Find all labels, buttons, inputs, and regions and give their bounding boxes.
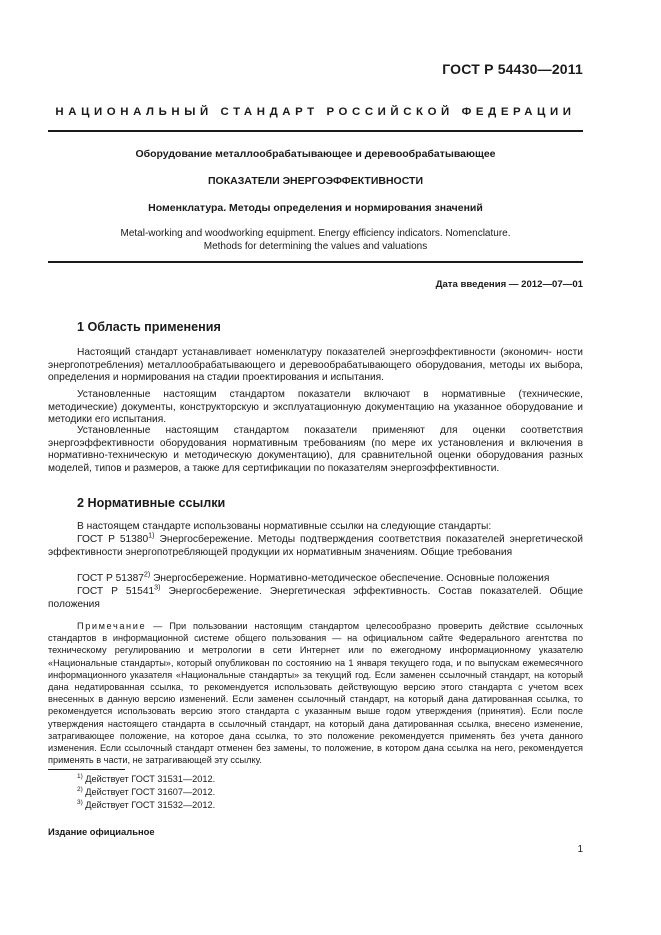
title-line-3: Номенклатура. Методы определения и нормирования значений (148, 202, 483, 214)
section-1-heading: 1 Область применения (77, 320, 221, 334)
top-divider (48, 130, 583, 132)
footnote-text: Действует ГОСТ 31531—2012. (85, 774, 216, 784)
title-line-2: ПОКАЗАТЕЛИ ЭНЕРГОЭФФЕКТИВНОСТИ (208, 175, 423, 187)
normative-reference-3 (48, 583, 583, 611)
section-2-intro: В настоящем стандарте использованы нормативные ссылки на следующие стандарты: (77, 521, 492, 532)
footnote-text: Действует ГОСТ 31532—2012. (85, 800, 216, 810)
reference-code: ГОСТ Р 51541 (77, 586, 155, 597)
reference-code: ГОСТ Р 51387 (77, 573, 144, 584)
footnote-mark: 3) (77, 798, 83, 806)
section-1-paragraph-1-first: Настоящий стандарт устанавливает номенклатуру показателей энергоэффективности (экономич- (77, 347, 552, 358)
section-1-paragraph-1 (48, 347, 583, 385)
english-title (48, 228, 583, 253)
reference-title: Энергосбережение. Энергетическая эффективность. Состав показателей. Общие положения (48, 586, 583, 610)
title-line-1: Оборудование металлообрабатывающее и деревообрабатывающее (135, 148, 496, 160)
normative-reference-1 (48, 531, 583, 559)
footnote-mark: 1) (148, 531, 155, 540)
page-number: 1 (577, 844, 583, 855)
english-title-line-1: Metal-working and woodworking equipment. Energy efficiency indicators. Nomenclature. (120, 228, 511, 239)
english-title-line-2: Methods for determining the values and valuations (203, 240, 428, 252)
footnote-mark: 2) (77, 785, 83, 793)
footnote-1 (77, 773, 215, 785)
references-note (48, 620, 583, 766)
note-label: Примечание (77, 621, 147, 631)
reference-code: ГОСТ Р 51380 (77, 534, 149, 545)
reference-title: Энергосбережение. Нормативно-методическое обеспечение. Основные положения (153, 573, 550, 584)
section-1-paragraph-1-rest: ности энергопотребления) металлообрабатывающего и деревообрабатывающего оборудования, методы их выбора, определения и нормирования на стадии проектирования и испытания. (48, 347, 583, 384)
section-1-paragraph-3: Установленные настоящим стандартом показатели применяют для оценки соответствия энергоэффективности оборудования нормативным требованиям (по мере их установления и включения в нормативно-техническую и методическую документацию), для сравнительной оценки оборудования разных моделей, типов и размеров, а также для сертификации по показателям энергоэффективности. (48, 425, 583, 474)
official-edition-label: Издание официальное (48, 826, 155, 837)
footnote-mark: 3) (154, 583, 161, 592)
footnote-mark: 2) (143, 570, 151, 579)
footnote-2 (77, 786, 215, 798)
document-designation: ГОСТ Р 54430—2011 (442, 61, 583, 77)
reference-title: Энергосбережение. Методы подтверждения соответствия показателей энергетической эффективности энергопотребляющей продукции их нормативным значениям. Общие требования (48, 534, 583, 558)
introduction-date: Дата введения — 2012—07—01 (435, 279, 583, 290)
title-divider (48, 261, 583, 263)
normative-reference-2 (48, 570, 583, 586)
section-1-paragraph-2: Установленные настоящим стандартом показатели включают в нормативные (технические, методические) документы, конструкторскую и эксплуатационную документацию на указанное оборудование и методики его испытания. (48, 389, 583, 426)
footnote-divider (48, 769, 125, 770)
footnote-text: Действует ГОСТ 31607—2012. (85, 787, 216, 797)
footnote-mark: 1) (77, 772, 83, 780)
section-2-heading: 2 Нормативные ссылки (77, 496, 226, 510)
standard-type-heading: НАЦИОНАЛЬНЫЙ СТАНДАРТ РОССИЙСКОЙ ФЕДЕРАЦИИ (55, 106, 576, 118)
footnote-3 (77, 799, 215, 811)
note-text: — При пользовании настоящим стандартом целесообразно проверить действие ссылочных стандартов в информационной системе общего пользования — на официальном сайте Федерального агентства по техническому регулированию и метрологии в сети Интернет или по ежегодному информационному указателю «Национальные стандарты», который опубликован по состоянию на 1 января текущего года, и по выпускам ежемесячного информационного указателя «Национальные стандарты» за текущий год. Если заменен ссылочный стандарт, на который дана недатированная ссылка, то рекомендуется использовать действующую версию этого стандарта с учетом всех внесенных в данную версию изменений. Если заменен ссылочный стандарт, на который дана датированная ссылка, то рекомендуется использовать версию этого стандарта с указанным выше годом утверждения (принятия). Если после утверждения настоящего стандарта в ссылочный стандарт, на который дана датированная ссылка, внесено изменение, затрагивающее положение, на которое дана ссылка, то это положение рекомендуется применять без учета данного изменения. Если ссылочный стандарт отменен без замены, то положение, в котором дана ссылка на него, рекомендуется применять в части, не затрагивающей эту ссылку. (48, 621, 583, 766)
